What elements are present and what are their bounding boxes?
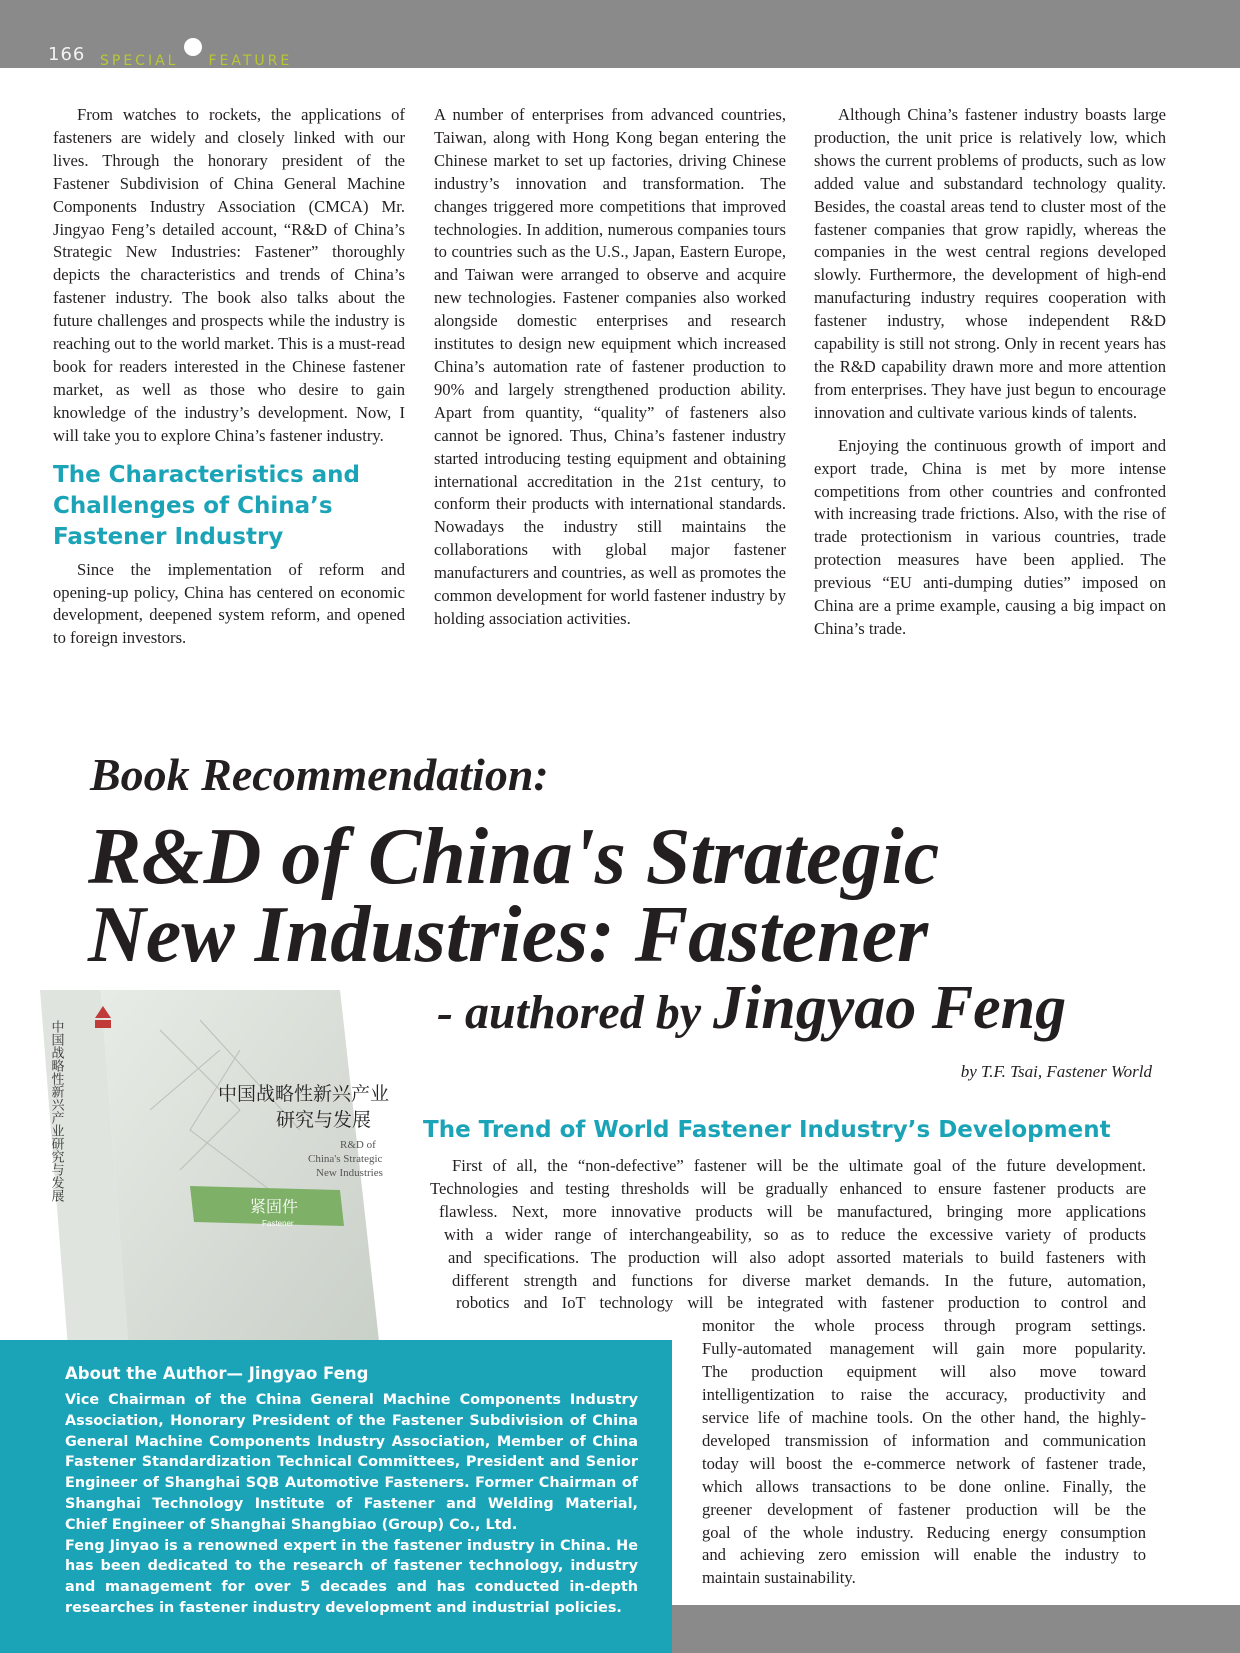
book-en-title-2: China's Strategic — [308, 1153, 383, 1165]
page-number: 166 — [48, 44, 86, 65]
trend-heading: The Trend of World Fastener Industry’s Development — [423, 1117, 1111, 1143]
trend-line: which allows transactions to be done online. Finally, the — [702, 1476, 1146, 1496]
trend-line: flawless. Next, more innovative products will be manufactured, bringing more applications — [439, 1201, 1146, 1221]
trend-line: developed transmission of information and communication — [702, 1430, 1146, 1450]
author-box-title: About the Author— Jingyao Feng — [65, 1364, 369, 1383]
book-spine-text: 中国战略性新兴产业研究与发展 — [48, 1020, 64, 1202]
enterprises-paragraph: A number of enterprises from advanced countries, Taiwan, along with Hong Kong began entering the Chinese market to set up factories, driving Chinese industry’s innovation and transformation. The changes triggered more competitions that improved technologies. In addition, numerous companies tours to countries such as the U.S., Japan, Eastern Europe, and Taiwan were arranged to observe and acquire new technologies. Fastener companies also worked alongside domestic enterprises and research institutes to design new equipment which increased China’s automation rate of fastener production to 90% and largely strengthened production ability. Apart from quantity, “quality” of fasteners also cannot be ignored. Thus, China’s fastener industry started introducing testing equipment and obtaining international accreditation in the 21st century, to conform their products with international standards. Nowadays the industry still maintains the collaborations with global major fastener manufacturers and countries, as well as promotes the common development for world fastener industry by holding association activities. — [434, 105, 786, 628]
book-recommendation-label: Book Recommendation: — [90, 749, 549, 800]
reform-paragraph: Since the implementation of reform and opening-up policy, China has centered on economic development, deepened system reform, and opened to foreign investors. — [53, 559, 405, 648]
intro-paragraph: From watches to rockets, the applications of fasteners are widely and closely linked with our lives. Through the honorary president of the Fastener Subdivision of China General Machine Components Industry Association (CMCA) Mr. Jingyao Feng’s detailed account, “R&D of China’s Strategic New Industries: Fastener” thoroughly depicts the characteristics and trends of China’s fastener industry. The book also talks about the future challenges and prospects while the industry is reaching out to the world market. This is a must-read book for readers interested in the Chinese fastener market, as well as those who desire to gain knowledge of the industry’s development. Now, I will take you to explore China’s fastener industry. — [53, 105, 405, 445]
trend-line: Technologies and testing thresholds will be gradually enhanced to ensure fastener products are — [430, 1178, 1146, 1198]
trend-line: intelligentization to raise the accuracy, productivity and — [702, 1385, 1146, 1405]
section-label-right: FEATURE — [208, 53, 293, 69]
trend-line: service life of machine tools. On the other hand, the highly- — [702, 1407, 1146, 1427]
section-label — [100, 48, 292, 69]
book-title-line-2: New Industries: Fastener — [88, 891, 929, 979]
trend-line: different strength and functions for diverse market demands. In the future, automation, — [452, 1270, 1146, 1290]
book-en-title-1: R&D of — [340, 1139, 376, 1151]
authored-by — [437, 974, 1067, 1042]
book-cn-title-2: 研究与发展 — [276, 1109, 372, 1131]
trend-line: today will boost the e-commerce network of fastener trade, — [702, 1453, 1146, 1473]
trend-line: monitor the whole process through program settings. — [702, 1316, 1146, 1336]
author-bio-expertise: Feng Jinyao is a renowned expert in the fastener industry in China. He has been dedicated to the research of fastener technology, industry and management for over 5 decades and has conducted in-depth researches in fastener industry development and industrial policies. — [65, 1537, 638, 1616]
book-cn-title-1: 中国战略性新兴产业 — [218, 1083, 390, 1105]
byline: by T.F. Tsai, Fastener World — [960, 1062, 1152, 1081]
price-paragraph: Although China’s fastener industry boasts large production, the unit price is relatively low, which shows the current problems of products, such as low added value and substandard technology quality. Besides, the coastal areas tend to cluster most of the fastener companies that grow rapidly, whereas the companies in the west central regions developed slowly. Furthermore, the development of high-end manufacturing industry requires cooperation with fastener industry, whose independent R&D capability is still not strong. Only in recent years has the R&D capability drawn more and more attention from enterprises. They have just begun to encourage innovation and cultivate various kinds of talents. — [814, 105, 1166, 422]
book-cn-subject: 紧固件 — [250, 1197, 299, 1216]
trend-line: maintain sustainability. — [702, 1568, 856, 1588]
characteristics-heading: The Characteristics and Challenges of China’s Fastener Industry — [53, 461, 361, 550]
authored-prefix: - authored by — [437, 986, 713, 1039]
column-3 — [814, 104, 1166, 641]
trend-line: and specifications. The production will also adopt assorted materials to build fasteners with — [448, 1247, 1146, 1267]
trend-line: Fully-automated management will gain more popularity. — [702, 1339, 1146, 1359]
section-label-left: SPECIAL — [100, 53, 179, 69]
author-bio-positions: Vice Chairman of the China General Machine Components Industry Association, Honorary President of the Fastener Subdivision of China General Machine Components Industry Association, Member of China Fastener Standardization Technical Committees, President and Senior Engineer of Shanghai SQB Automotive Fasteners. Former Chairman of Shanghai Technology Institute of Fastener and Welding Material, Chief Engineer of Shanghai Shangbiao (Group) Co., Ltd. — [65, 1392, 638, 1533]
trend-line: The production equipment will also move toward — [702, 1362, 1146, 1382]
lightbulb-icon — [184, 38, 202, 56]
trade-paragraph: Enjoying the continuous growth of import and export trade, China is met by more intense competitions from other countries and confronted with increasing trade frictions. Also, with the rise of trade protectionism in various countries, trade protection measures have been applied. The previous “EU anti-dumping duties” imposed on China are a prime example, causing a big impact on China’s trade. — [814, 435, 1166, 638]
book-title-line-1: R&D of China's Strategic — [88, 813, 940, 901]
book-en-subject: Fastener — [262, 1219, 294, 1228]
author-box-content — [65, 1362, 638, 1619]
trend-line: with a wider range of interchangeability, so as to reduce the excessive variety of products — [444, 1224, 1146, 1244]
trend-line: goal of the whole industry. Reducing energy consumption — [702, 1522, 1146, 1542]
book-en-title-3: New Industries — [316, 1167, 383, 1179]
trend-line: greener development of fastener production will be the — [702, 1499, 1146, 1519]
book-title — [88, 813, 940, 979]
book-cover-image — [40, 990, 400, 1350]
trend-line: robotics and IoT technology will be integrated with fastener production to control and — [456, 1293, 1146, 1313]
column-1 — [53, 104, 405, 650]
trend-line: and achieving zero emission will enable the industry to — [702, 1545, 1146, 1565]
trend-line: First of all, the “non-defective” fastener will be the ultimate goal of the future development. — [452, 1156, 1146, 1175]
column-2 — [434, 104, 786, 631]
author-name: Jingyao Feng — [713, 974, 1067, 1042]
